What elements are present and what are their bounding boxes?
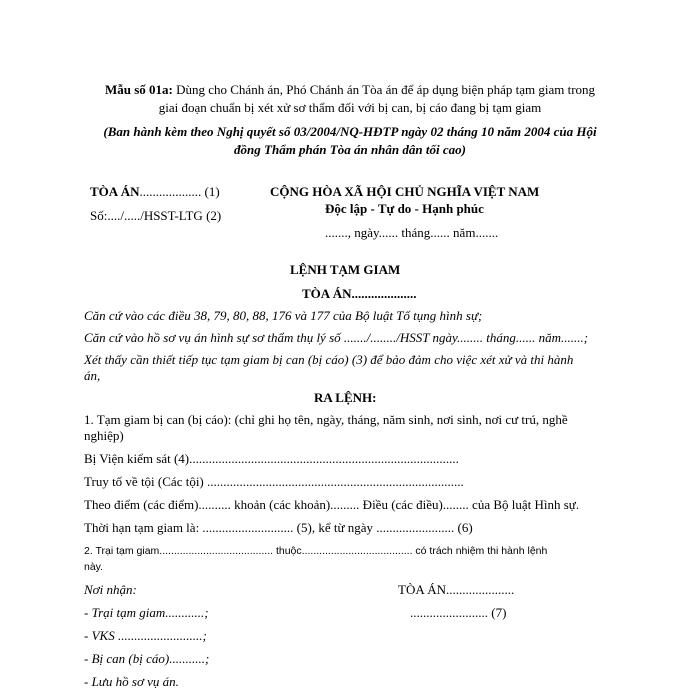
signature-court: TÒA ÁN..................... xyxy=(398,582,515,597)
republic-title: CỘNG HÒA XÃ HỘI CHỦ NGHĨA VIỆT NAM xyxy=(270,184,540,199)
signature-line: ........................ (7) xyxy=(410,605,507,620)
form-label: Mẫu số 01a: xyxy=(104,82,173,97)
date-line: ......., ngày...... tháng...... năm....... xyxy=(325,225,499,240)
clause-line: Theo điểm (các điểm).......... khoản (các khoản)......... Điều (các điều)........ của Bộ luật Hình sự. xyxy=(84,497,580,512)
court-name-header xyxy=(90,184,220,200)
issued-note-line1: (Ban hành kèm theo Nghị quyết số 03/2004/NQ-HĐTP ngày 02 tháng 10 năm 2004 của Hội xyxy=(103,124,597,139)
recipient-item: - Lưu hồ sơ vụ án. xyxy=(84,674,179,689)
decision-title: RA LỆNH: xyxy=(314,390,377,405)
recipient-item: - Trại tạm giam............; xyxy=(84,605,209,620)
basis-necessity-line2: án, xyxy=(84,368,101,383)
republic-motto: Độc lập - Tự do - Hạnh phúc xyxy=(325,201,484,216)
form-header-line2: giai đoạn chuẩn bị xét xử sơ thẩm đối với bị can, bị cáo đang bị tạm giam xyxy=(158,100,542,115)
court-label: TÒA ÁN xyxy=(90,184,140,199)
order-title: LỆNH TẠM GIAM xyxy=(290,262,401,277)
recipient-item: - VKS ..........................; xyxy=(84,628,207,643)
basis-necessity-line1: Xét thấy cần thiết tiếp tục tạm giam bị can (bị cáo) (3) để bảo đảm cho việc xét xử và thi hành xyxy=(84,352,574,367)
issued-note-line2: đồng Thẩm phán Tòa án nhân dân tối cao) xyxy=(234,142,466,157)
detention-term-line: Thời hạn tạm giam là: ............................ (5), kể từ ngày ........................ (6) xyxy=(84,520,473,535)
recipients-title: Nơi nhận: xyxy=(84,582,137,597)
item1-line1: 1. Tạm giam bị can (bị cáo): (chỉ ghi họ tên, ngày, tháng, năm sinh, nơi sinh, nơi cư trú, nghề xyxy=(84,412,568,427)
court-blank: ................... (1) xyxy=(139,184,220,199)
document-number: Số:..../...../HSST-LTG (2) xyxy=(90,208,222,223)
item2-line2: này. xyxy=(84,561,104,573)
order-court: TÒA ÁN.................... xyxy=(302,286,417,301)
form-header-line1 xyxy=(0,82,700,98)
basis-case-file: Căn cứ vào hồ sơ vụ án hình sự sơ thẩm thụ lý số ......./......../HSST ngày........ tháng...... năm.......; xyxy=(84,330,589,345)
recipient-item: - Bị can (bị cáo)...........; xyxy=(84,651,210,666)
charge-line: Truy tố về tội (Các tội) ............................................................................... xyxy=(84,474,464,489)
item2-line1: 2. Trại tạm giam....................................... thuộc...................................... có trách nhiệm thi hành lệnh xyxy=(84,545,548,557)
basis-code: Căn cứ vào các điều 38, 79, 80, 88, 176 và 177 của Bộ luật Tố tụng hình sự; xyxy=(84,308,483,323)
form-description: Dùng cho Chánh án, Phó Chánh án Tòa án để áp dụng biện pháp tạm giam trong xyxy=(176,82,596,97)
prosecuted-by-line: Bị Viện kiểm sát (4)................................................................................... xyxy=(84,451,459,466)
item1-line2: nghiệp) xyxy=(84,428,124,443)
